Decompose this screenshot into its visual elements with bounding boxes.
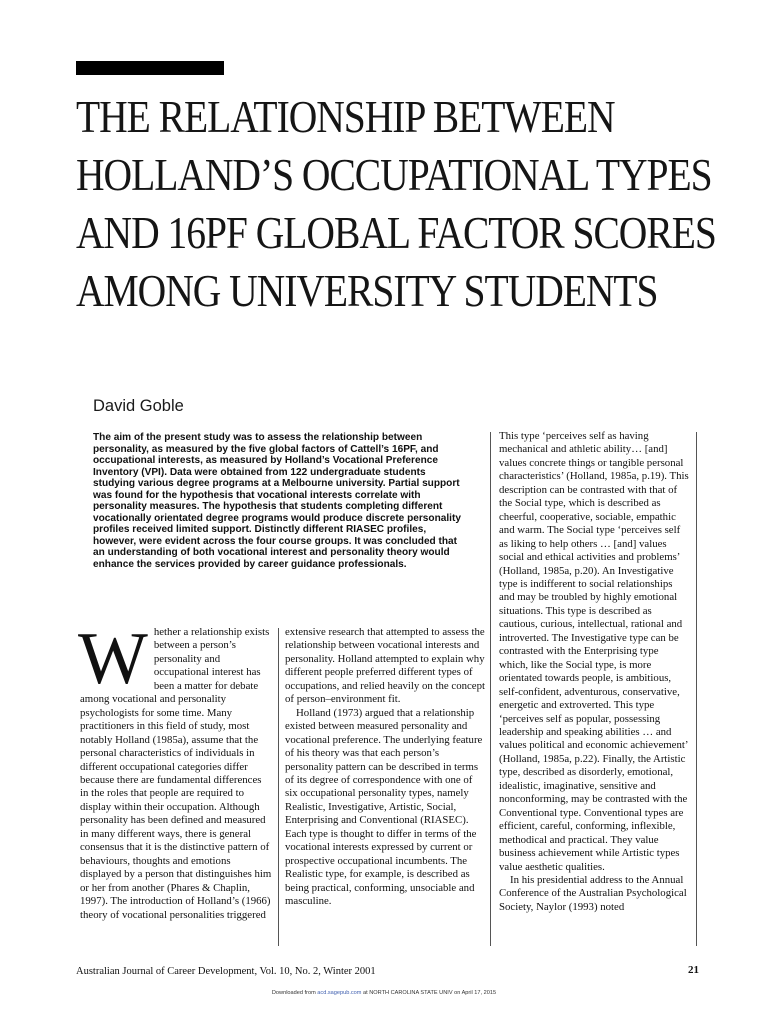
author-name: David Goble [93,397,184,415]
body-paragraph: In his presidential address to the Annual Conference of the Australian Psychological Society, Naylor (1993) noted [499,873,687,913]
column-divider [278,628,279,946]
title-line-4: AMONG UNIVERSITY STUDENTS [76,265,658,316]
column-divider [696,432,697,946]
title-line-2: HOLLAND’S OCCUPATIONAL TYPES [76,149,712,200]
drop-cap: W [78,618,148,700]
title-line-1: THE RELATIONSHIP BETWEEN [76,91,615,142]
body-column-3 [499,430,689,914]
body-paragraph: extensive research that attempted to assess the relationship between vocational interests and personality. Holland attempted to explain why different people preferred different types of occupations, and relied heavily on the concept of person–environment fit. [285,626,485,706]
title-line-3: AND 16PF GLOBAL FACTOR SCORES [76,207,716,258]
header-rule-bar [76,61,224,75]
column-divider [490,432,491,946]
article-title [76,88,716,320]
download-link[interactable]: acd.sagepub.com [317,990,362,996]
body-paragraph: This type ‘perceives self as having mechanical and athletic ability… [and] values concrete things or tangible personal characteristics’ (Holland, 1985a, p.19). This description can be contrasted with that of the Social type, which is described as cheerful, cooperative, sociable, empathic and warm. The Social type ‘perceives self as liking to help others … [and] values social and ethical activities and problems’ (Holland, 1985a, p.20). An Investigative type is indifferent to social relationships and may be troubled by highly emotional situations. This type is described as cautious, curious, intellectual, rational and introverted. The Investigative type can be contrasted with the Enterprising type which, like the Social type, is more orientated towards people, is ambitious, self-confident, adventurous, conservative, energetic and extroverted. This type ‘perceives self as popular, possessing leadership and speaking abilities … and values political and economic achievement’ (Holland, 1985a, p.22). Finally, the Artistic type, described as disorderly, emotional, idealistic, imaginative, sensitive and nonconforming, may be contrasted with the Conventional type. Conventional types are efficient, careful, conforming, inflexible, methodical and practical. They value business achievement while Artistic types value aesthetic qualities. [499,430,689,873]
download-notice [0,990,768,996]
body-column-2 [285,626,485,909]
download-suffix: at NORTH CAROLINA STATE UNIV on April 17, 2015 [363,990,497,996]
abstract: The aim of the present study was to assess the relationship between personality, as measured by the five global factors of Cattell’s 16PF, and occupational interests, as measured by Holland’s Vocational Preference Inventory (VPI). Data were obtained from 122 undergraduate students studying various degree programs at a Melbourne university. Partial support was found for the hypothesis that vocational interests correlate with personality measures. The hypothesis that students completing different vocationally orientated degree programs would produce discrete personality profiles received limited support. Distinctly different RIASEC profiles, however, were evident across the four course groups. It was concluded that an understanding of both vocational interest and personality theory would enhance the services provided by career guidance professionals. [93,432,461,571]
journal-citation: Australian Journal of Career Development, Vol. 10, No. 2, Winter 2001 [76,966,376,977]
download-prefix: Downloaded from [271,990,316,996]
page-number: 21 [688,964,699,976]
body-paragraph: hether a relationship exists between a person’s personality and occupational interest has been a matter for debate among vocational and personality psychologists for some time. Many practitioners in this field of study, most notably Holland (1985a), assume that the personal characteristics of individuals in different occupational categories differ because there are fundamental differences in the roles that people are required to display within their occupation. Although personality has been defined and measured in many different ways, there is general consensus that it is the distinctive pattern of behaviours, thoughts and emotions displayed by a person that distinguishes him or her from another (Phares & Chaplin, 1997). The introduction of Holland’s (1966) theory of vocational personalities triggered [80,626,272,921]
body-column-1 [78,618,272,922]
body-paragraph: Holland (1973) argued that a relationship existed between measured personality and vocational preference. The underlying feature of his theory was that each person’s personality pattern can be described in terms of its degree of correspondence with one of six occupational personality types, namely Realistic, Investigative, Artistic, Social, Enterprising and Conventional (RIASEC). Each type is thought to differ in terms of the vocational interests expressed by current or prospective occupational incumbents. The Realistic type, for example, is described as being practical, conforming, unsociable and masculine. [285,706,483,908]
